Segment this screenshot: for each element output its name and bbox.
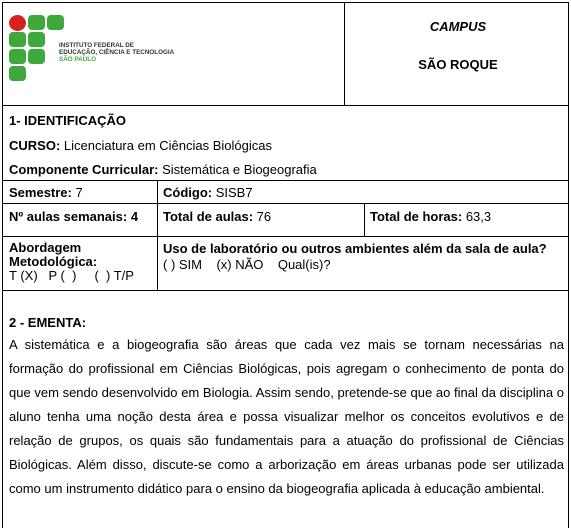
- code-cell: Código: SISB7: [163, 185, 253, 200]
- weekly-divider: [3, 236, 568, 237]
- component-value: Sistemática e Biogeografia: [158, 162, 317, 177]
- lab-options: ( ) SIM (x) NÃO Qual(is)?: [163, 257, 331, 272]
- semester-divider: [3, 203, 568, 204]
- approach-divider: [3, 290, 568, 291]
- logo-line-1: INSTITUTO FEDERAL DE: [59, 42, 134, 49]
- semester-cell: Semestre: 7: [9, 185, 83, 200]
- header-vertical-divider: [344, 2, 345, 105]
- lab-usage-cell: [163, 241, 547, 273]
- lab-question: Uso de laboratório ou outros ambientes além da sala de aula?: [163, 241, 547, 256]
- ementa-title: 2 - EMENTA:: [9, 315, 87, 330]
- campus-name: SÃO ROQUE: [418, 57, 498, 72]
- logo-red-circle: [9, 15, 26, 31]
- campus-label: CAMPUS: [429, 19, 487, 34]
- border-top: [3, 2, 568, 3]
- component-row: [9, 162, 317, 177]
- total-hours-cell: Total de horas: 63,3: [370, 209, 492, 224]
- course-document: [2, 2, 569, 528]
- left-column-divider: [157, 180, 158, 290]
- approach-options: T (X) P ( ) ( ) T/P: [9, 268, 134, 283]
- component-divider: [3, 180, 568, 181]
- header-divider: [3, 105, 568, 106]
- identification-title: 1- IDENTIFICAÇÃO: [9, 113, 126, 128]
- logo-line-2: EDUCAÇÃO, CIÊNCIA E TECNOLOGIA: [59, 49, 175, 56]
- component-label: Componente Curricular:: [9, 162, 159, 177]
- logo-text: [59, 42, 174, 63]
- course-row: [9, 138, 272, 153]
- ementa-text: A sistemática e a biogeografia são áreas que cada vez mais se tornam necessárias na formação do profissional em Ciências Biológicas, pois agregam o conhecimento de ponta do que vem sendo desenvolvido em Biologia. Assim sendo, pretende-se que ao final da disciplina o aluno tenha uma noção desta área e possa visualizar melhor os conceitos evolutivos e de relação de grupos, os quais são fundamentais para a atuação do profissional de Ciências Biológicas. Além disso, discute-se como a arborização em áreas urbanas pode ser utilizada como um instrumento didático para o ensino da biogeografia aplicada à educação ambiental.: [9, 337, 564, 496]
- total-classes-cell: Total de aulas: 76: [163, 209, 272, 224]
- hours-column-divider: [364, 203, 365, 236]
- logo-line-3: SÃO PAULO: [59, 56, 96, 63]
- course-label: CURSO:: [9, 138, 61, 153]
- course-value: Licenciatura em Ciências Biológicas: [60, 138, 272, 153]
- approach-cell: Abordagem Metodológica: T (X) P ( ) ( ) T/P: [9, 240, 134, 283]
- weekly-classes-cell: Nº aulas semanais: 4: [9, 209, 139, 224]
